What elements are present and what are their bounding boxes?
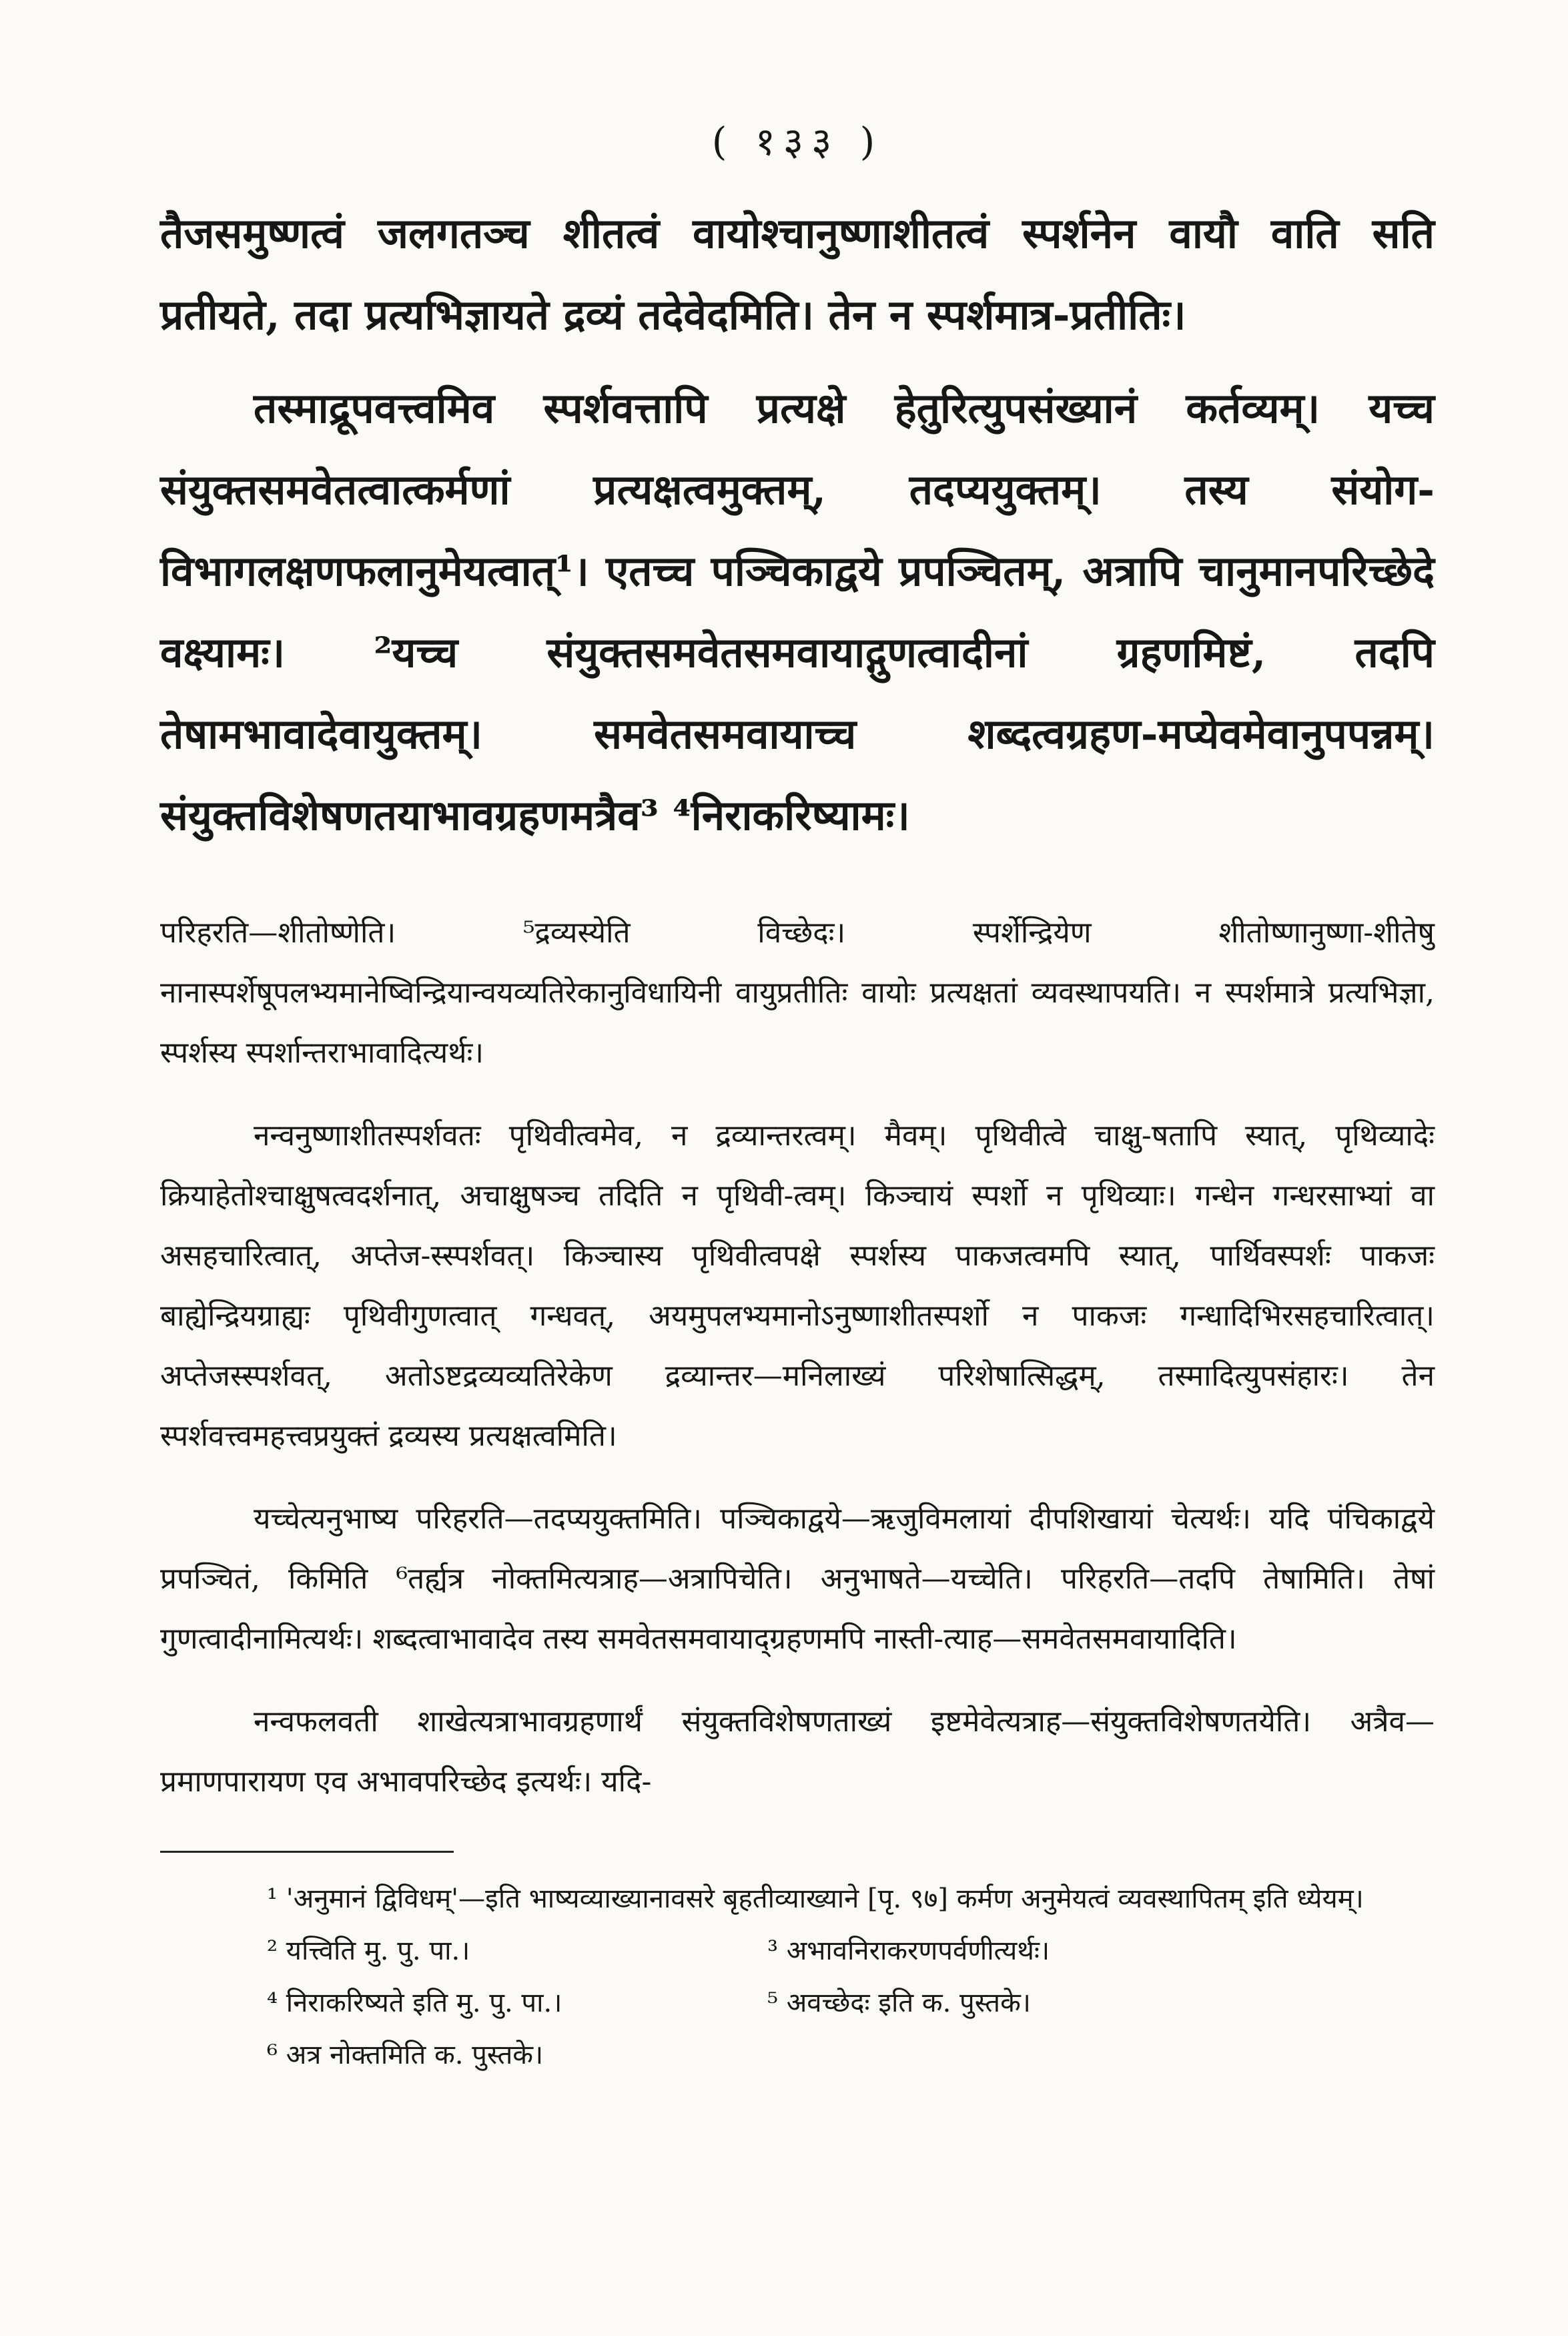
main-paragraph-2: तस्माद्रूपवत्त्वमिव स्पर्शवत्तापि प्रत्यक्षे हेतुरित्युपसंख्यानं कर्तव्यम्। यच्च संयुक्तसमवेतत्वात्कर्मणां प्रत्यक्षत्वमुक्तम्, तदप्ययुक्तम्। तस्य संयोग-विभागलक्षणफलानुमेयत्वात्¹। एतच्च पञ्चिकाद्वये प्रपञ्चितम्, अत्रापि चानुमानपरिच्छेदे वक्ष्यामः। ²यच्च संयुक्तसमवेतसमवायाद्गुणत्वादीनां ग्रहणमिष्टं, तदपि तेषामभावादेवायुक्तम्। समवेतसमवायाच्च शब्दत्वग्रहण-मप्येवमेवानुपपन्नम्। संयुक्तविशेषणतयाभावग्रहणमत्रैव³ ⁴निराकरिष्यामः। <box>160 384 1435 840</box>
commentary-paragraph-2: नन्वनुष्णाशीतस्पर्शवतः पृथिवीत्वमेव, न द्रव्यान्तरत्वम्। मैवम्। पृथिवीत्वे चाक्षु-षतापि स्यात्, पृथिव्यादेः क्रियाहेतोश्चाक्षुषत्वदर्शनात्, अचाक्षुषञ्च तदिति न पृथिवी-त्वम्। किञ्चायं स्पर्शो न पृथिव्याः। गन्धेन गन्धरसाभ्यां वा असहचारित्वात्, अप्तेज-स्स्पर्शवत्। किञ्चास्य पृथिवीत्वपक्षे स्पर्शस्य पाकजत्वमपि स्यात्, पार्थिवस्पर्शः पाकजः बाह्येन्द्रियग्राह्यः पृथिवीगुणत्वात् गन्धवत्, अयमुपलभ्यमानोऽनुष्णाशीतस्पर्शो न पाकजः गन्धादिभिरसहचारित्वात्। अप्तेजस्स्पर्शवत्, अतोऽष्टद्रव्यव्यतिरेकेण द्रव्यान्तर—मनिलाख्यं परिशेषात्सिद्धम्, तस्मादित्युपसंहारः। तेन स्पर्शवत्त्वमहत्त्वप्रयुक्तं द्रव्यस्य प्रत्यक्षत्वमिति। <box>160 1119 1435 1453</box>
commentary-paragraph-1: परिहरति—शीतोष्णेति। ⁵द्रव्यस्येति विच्छेदः। स्पर्शेन्द्रियेण शीतोष्णानुष्णा-शीतेषु नानास्पर्शेषूपलभ्यमानेष्विन्द्रियान्वयव्यतिरेकानुविधायिनी वायुप्रतीतिः वायोः प्रत्यक्षतां व्यवस्थापयति। न स्पर्शमात्रे प्रत्यभिज्ञा, स्पर्शस्य स्पर्शान्तराभावादित्यर्थः। <box>160 916 1435 1070</box>
footnote-4: ⁴ निराकरिष्यते इति मु. पु. पा.। <box>267 1988 562 2018</box>
footnote-6: ⁶ अत्र नोक्तमिति क. पुस्तके। <box>267 2040 544 2070</box>
commentary-paragraph-4: नन्वफलवती शाखेत्यत्राभावग्रहणार्थं संयुक्तविशेषणताख्यं इष्टमेवेत्यत्राह—संयुक्तविशेषणतयेति। अत्रैव—प्रमाणपारायण एव अभावपरिच्छेद इत्यर्थः। यदि- <box>160 1705 1435 1799</box>
footnote-1: ¹ 'अनुमानं द्विविधम्'—इति भाष्यव्याख्यानावसरे बृहतीव्याख्याने [पृ. ९७] कर्मण अनुमेयत्वं व्यवस्थापितम् इति ध्येयम्। <box>267 1883 1364 1914</box>
footnote-divider <box>160 1851 454 1853</box>
footnote-row-b <box>160 1977 1435 2029</box>
footnote-5: ⁵ अवच्छेदः इति क. पुस्तके। <box>767 1988 1031 2018</box>
footnotes <box>160 1873 1435 2081</box>
commentary-paragraph-3: यच्चेत्यनुभाष्य परिहरति—तदप्ययुक्तमिति। पञ्चिकाद्वये—ऋजुविमलायां दीपशिखायां चेत्यर्थः। यदि पंचिकाद्वये प्रपञ्चितं, किमिति ⁶तर्ह्यत्र नोक्तमित्यत्राह—अत्रापिचेति। अनुभाषते—यच्चेति। परिहरति—तदपि तेषामिति। तेषां गुणत्वादीनामित्यर्थः। शब्दत्वाभावादेव तस्य समवेतसमवायाद्ग्रहणमपि नास्ती-त्याह—समवेतसमवायादिति। <box>160 1502 1435 1656</box>
main-text <box>160 193 1435 856</box>
footnote-2: ² यत्त्विति मु. पु. पा.। <box>267 1936 470 1966</box>
main-paragraph-1: तैजसमुष्णत्वं जलगतञ्च शीतत्वं वायोश्चानुष्णाशीतत्वं स्पर्शनेन वायौ वाति सति प्रतीयते, तदा प्रत्यभिज्ञायते द्रव्यं तदेवेदमिति। तेन न स्पर्शमात्र-प्रतीतिः। <box>160 209 1435 339</box>
footnote-row-c <box>160 2029 1435 2081</box>
page-number: ( १३३ ) <box>711 119 883 164</box>
commentary <box>160 903 1435 1812</box>
footnote-3: ³ अभावनिराकरणपर्वणीत्यर्थः। <box>767 1936 1050 1966</box>
footnote-row-a <box>160 1925 1435 1977</box>
